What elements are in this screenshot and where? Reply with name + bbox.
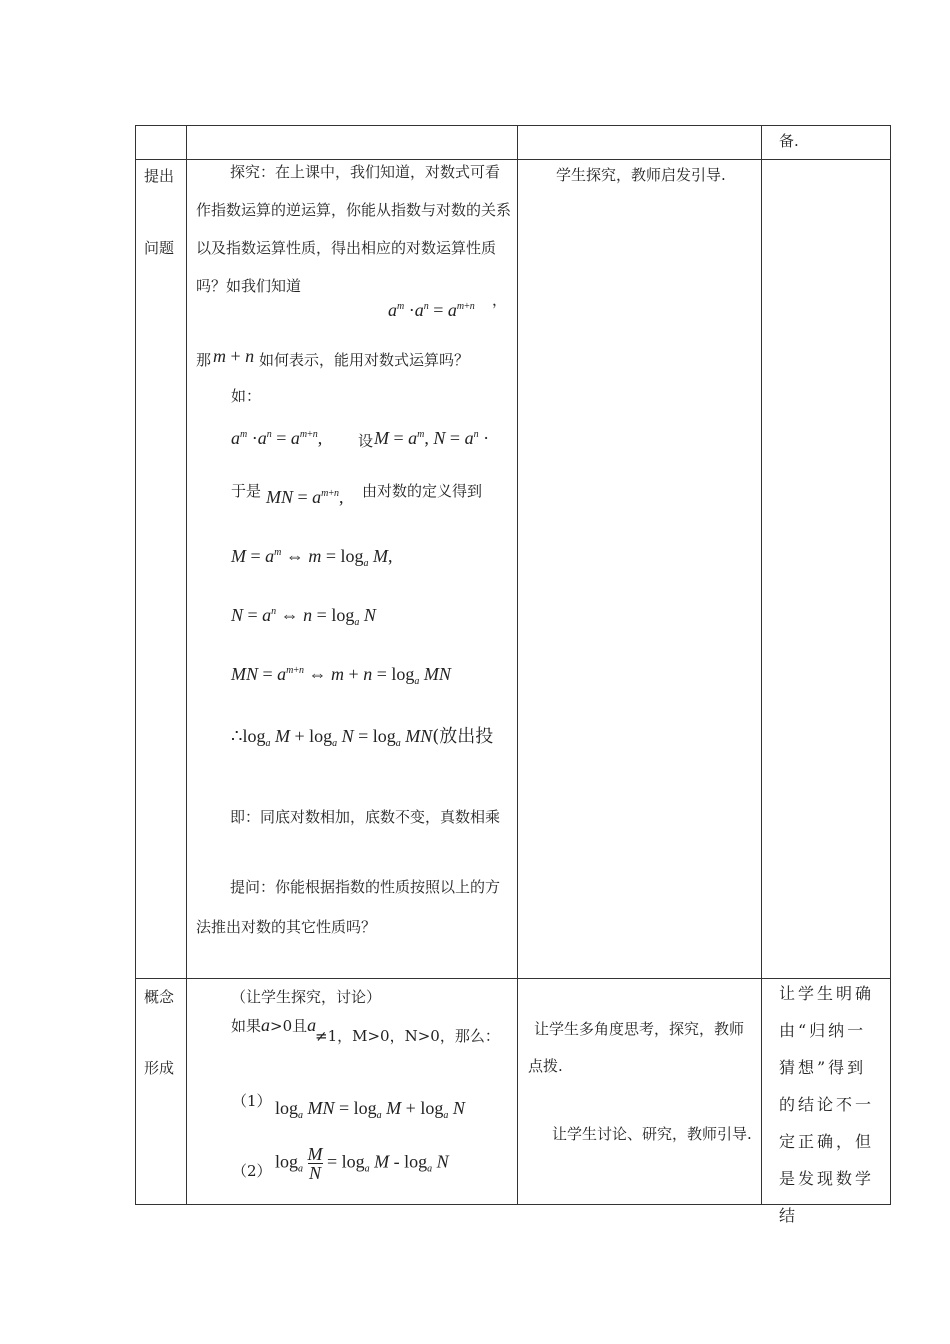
item1-number: （1）	[232, 1092, 272, 1110]
row1-label-line1: 提出	[144, 167, 175, 185]
formula-m-log: $M = a^m$ ⇔ $m = \log_a M$,	[231, 546, 393, 569]
row2-col4-text: 让学生明确由“归纳一猜想”得到的结论不一定正确，但是发现数学结	[779, 984, 875, 1225]
cond-b-text: >0且	[270, 1017, 308, 1035]
row2-label-line1: 概念	[144, 988, 175, 1006]
row2-col3-text-b: 让学生讨论、研究，教师引导.	[552, 1125, 752, 1143]
cond-c-text: ≠1，M>0，N>0，那么：	[315, 1027, 500, 1045]
discussion-intro: （让学生探究，讨论）	[231, 988, 382, 1006]
yushi-text: 于是	[231, 482, 262, 500]
formula-n-log: $N = a^n$ ⇔ $n = \log_a N$	[231, 605, 376, 628]
row0-col4-text: 备.	[779, 132, 799, 150]
explore-text: 探究：在上课中，我们知道，对数式可看作指数运算的逆运算，你能从指数与对数的关系以及指数运算性质，得出相应的对数运算性质吗？如我们知道	[196, 163, 512, 295]
formula-mn-log: MN = $a^{m+n}$ ⇔ $m + n = \log_a$ MN	[231, 664, 451, 687]
row2-col4-para	[779, 975, 881, 1234]
formula-mn-product: MN = $a^{m+n}$,	[266, 487, 344, 507]
row1-col3-text: 学生探究，教师启发引导.	[556, 166, 726, 184]
formula-log-quotient: $\log_a$ $\frac{M}{N}$ = $\log_a M - \log_a N$	[275, 1144, 449, 1183]
definition-text: 由对数的定义得到	[362, 482, 483, 500]
tiwen-text: 提问：你能根据指数的性质按照以上的方法推出对数的其它性质吗？	[196, 878, 501, 936]
explore-paragraph	[196, 153, 512, 305]
row2-col3-para-a	[528, 1011, 754, 1085]
formula-power-product-2: $a^m \cdot a^n = a^{m+n}$,	[231, 428, 323, 448]
explore-comma: ，	[492, 291, 508, 309]
line-nb-text: 如何表示，能用对数式运算吗？	[259, 351, 470, 369]
ji-paragraph	[196, 797, 512, 837]
formula-power-product: $a^m \cdot a^n = a^{m+n}$	[388, 300, 475, 320]
ru-text: 如：	[231, 387, 262, 405]
row2-label-line2: 形成	[144, 1059, 175, 1077]
item2-number: （2）	[232, 1162, 272, 1180]
condition-wrap	[196, 1016, 512, 1056]
formula-set-mn: $M = a^m$, $N = a^n$ ·	[374, 428, 490, 448]
row-divider-2	[135, 978, 891, 979]
cond-a-text: 如果	[231, 1017, 262, 1035]
formula-m-plus-n: m + n	[213, 346, 255, 366]
formula-log-product: $\log_a$ MN = $\log_a M + \log_a N$	[275, 1098, 465, 1121]
line-na-text: 那	[196, 351, 212, 369]
conclusion-text: (放出投	[432, 726, 494, 747]
row2-col3-text-a: 让学生多角度思考，探究，教师点拨.	[528, 1020, 745, 1075]
col-divider-1	[186, 125, 187, 1205]
tiwen-paragraph	[196, 867, 512, 947]
conclusion-line	[231, 722, 517, 749]
col-divider-3	[761, 125, 762, 1205]
row1-label-line2: 问题	[144, 239, 175, 257]
condition-line-a: 如果a>0且a	[231, 1015, 317, 1035]
set-text: 设	[358, 432, 374, 450]
col-divider-2	[517, 125, 518, 1205]
ji-text: 即：同底对数相加，底数不变，真数相乘	[230, 808, 501, 826]
row2-col3-para-b	[528, 1116, 754, 1153]
formula-log-sum: $\therefore\log_a$ $M + \log_a N = \log_a$ MN	[231, 726, 433, 749]
